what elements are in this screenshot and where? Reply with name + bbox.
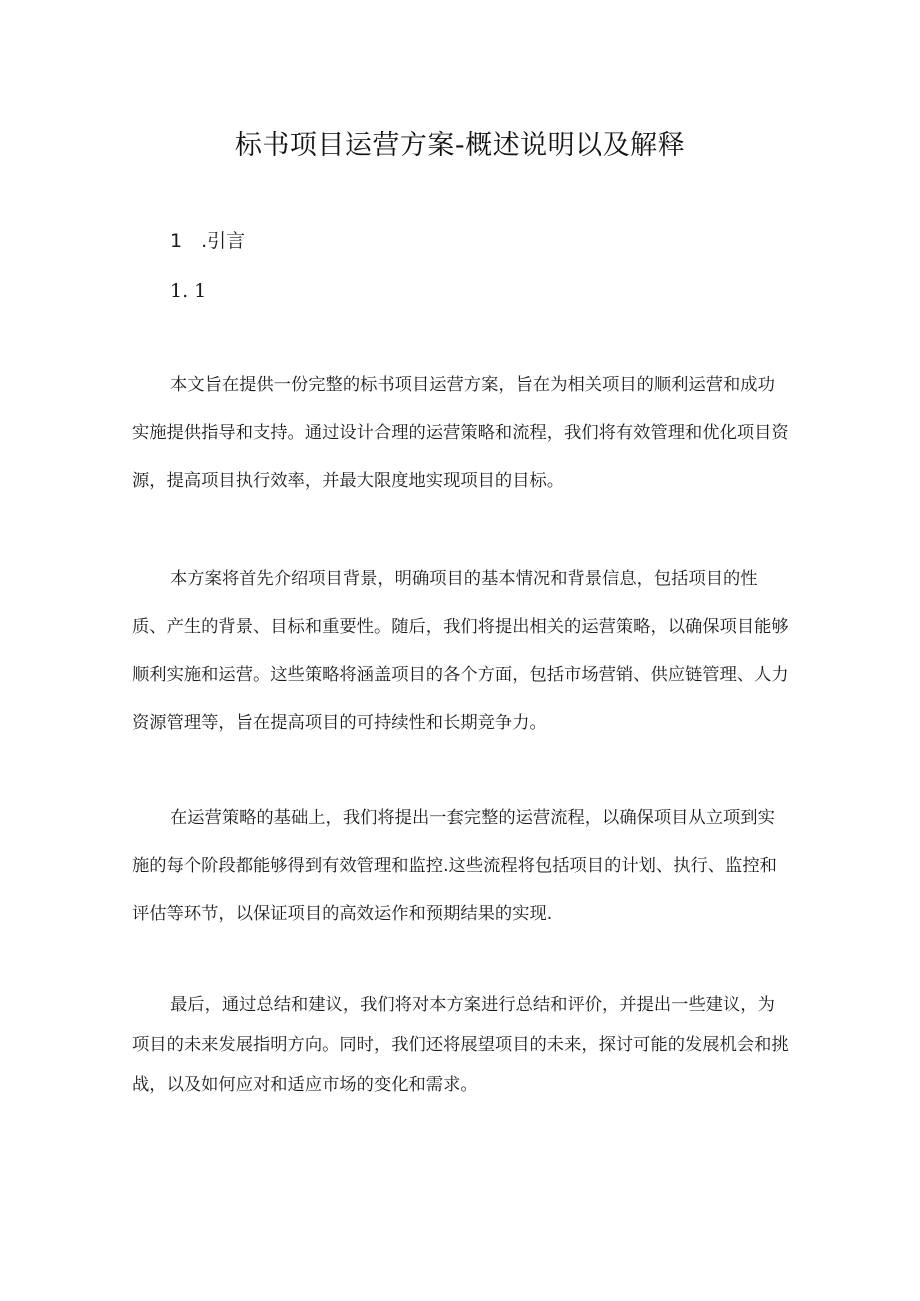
body-paragraph-summary: 最后，通过总结和建议，我们将对本方案进行总结和评价，并提出一些建议，为项目的未来发展指明方向。同时，我们还将展望项目的未来，探讨可能的发展机会和挑战，以及如何应对和适应市场的变化和需求。 (132, 995, 789, 1095)
body-paragraph-purpose: 本文旨在提供一份完整的标书项目运营方案，旨在为相关项目的顺利运营和成功实施提供指导和支持。通过设计合理的运营策略和流程，我们将有效管理和优化项目资源，提高项目执行效率，并最大限度地实现项目的目标。 (132, 375, 789, 491)
document-title: 标书项目运营方案-概述说明以及解释 (234, 130, 686, 161)
section-heading-introduction: 1 .引言 (170, 230, 246, 252)
body-paragraph-process: 在运营策略的基础上，我们将提出一套完整的运营流程，以确保项目从立项到实施的每个阶段都能够得到有效管理和监控.这些流程将包括项目的计划、执行、监控和评估等环节，以保证项目的高效运作和预期结果的实现. (132, 808, 777, 924)
subsection-heading: 1. 1 (170, 280, 207, 302)
body-paragraph-background: 本方案将首先介绍项目背景，明确项目的基本情况和背景信息，包括项目的性质、产生的背景、目标和重要性。随后，我们将提出相关的运营策略，以确保项目能够顺利实施和运营。这些策略将涵盖项目的各个方面，包括市场营销、供应链管理、人力资源管理等，旨在提高项目的可持续性和长期竞争力。 (132, 569, 789, 733)
